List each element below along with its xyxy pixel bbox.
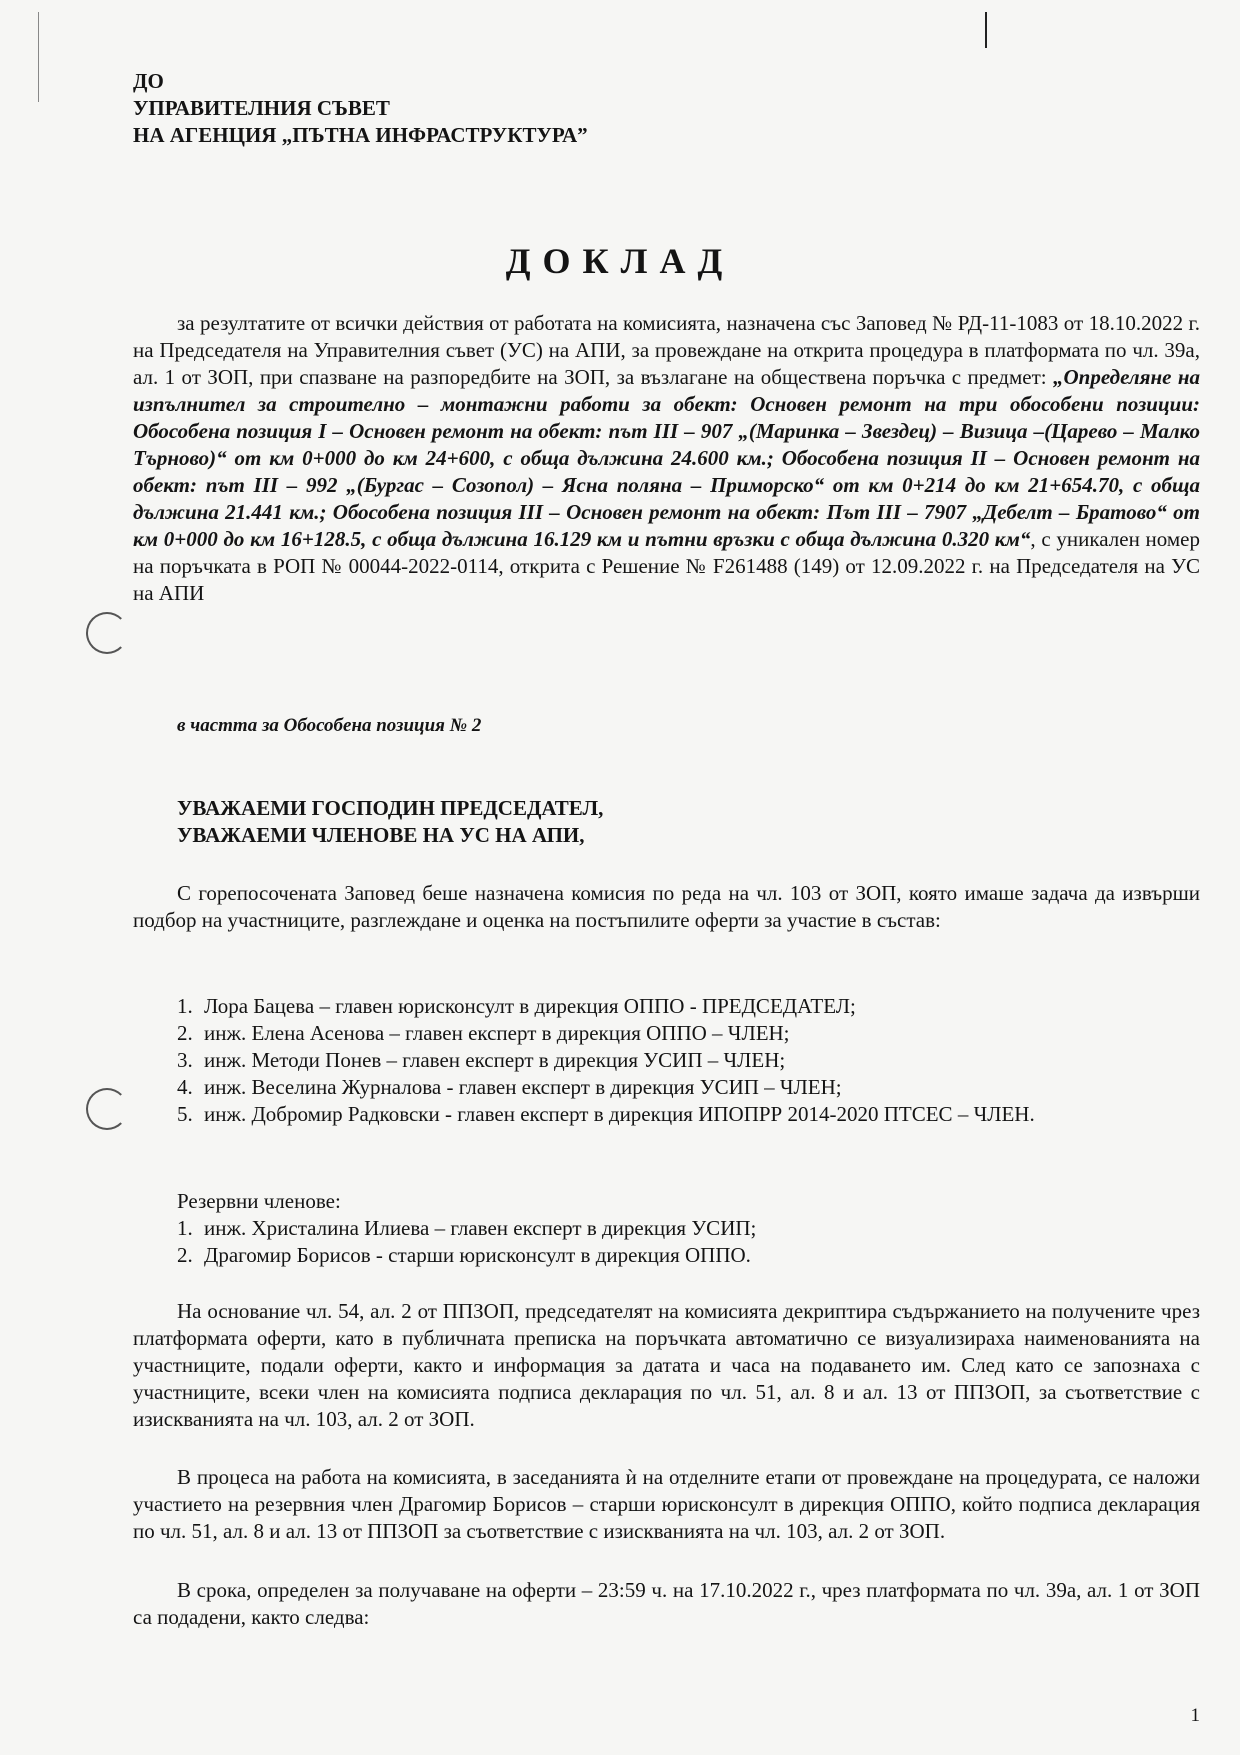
decryption-paragraph: На основание чл. 54, ал. 2 от ППЗОП, председателят на комисията декриптира съдържанието на получените чрез платформата оферти, като в публичната преписка на поръчката автоматично се визуализираха наименованията на участниците, подали оферти, както и информация за датата и часа на подаването им. След като се запознаха с участниците, всеки член на комисията подписа декларация по чл. 51, ал. 8 и ал. 13 от ППЗОП, за съответствие с изискванията на чл. 103, ал. 2 от ЗОП. bbox=[133, 1299, 1200, 1431]
greeting-line-1: УВАЖАЕМИ ГОСПОДИН ПРЕДСЕДАТЕЛ, bbox=[177, 796, 604, 820]
list-item: 5. инж. Добромир Радковски - главен експерт в дирекция ИПОПРР 2014-2020 ПТСЕС – ЧЛЕН. bbox=[177, 1102, 1035, 1126]
scan-mark-left bbox=[38, 12, 39, 102]
reserve-heading: Резервни членове: bbox=[177, 1189, 341, 1213]
intro-text-2: , с уникален номер на поръчката в РОП № 00044-2022-0114, открита с Решение № F261488 (149) от 12.09.2022 г. на Председателя на УС на АПИ bbox=[133, 527, 1200, 605]
list-item: 2. Драгомир Борисов - старши юрисконсулт в дирекция ОППО. bbox=[177, 1243, 751, 1267]
procurement-subject: „Определяне на изпълнител за строително – монтажни работи за обект: Основен ремонт на три обособени позиции: Обособена позиция I – Основен ремонт на обект: път III – 907 „(Маринка – Звездец) – Визица –(Царево – Малко Търново)“ от км 0+000 до км 24+600, с обща дължина 24.600 км.; Обособена позиция II – Основен ремонт на обект: път III – 992 „(Бургас – Созопол) – Ясна поляна – Приморско“ от км 0+214 до км 21+654.70, с обща дължина 21.441 км.; Обособена позиция III – Основен ремонт на обект: Път III – 7907 „Дебелт – Братово“ от км 0+000 до км 16+128.5, с обща дължина 16.129 км и пътни връзки с обща дължина 0.320 км“ bbox=[133, 365, 1201, 551]
list-item: 2. инж. Елена Асенова – главен експерт в дирекция ОППО – ЧЛЕН; bbox=[177, 1021, 790, 1045]
commission-paragraph: С горепосочената Заповед беше назначена комисия по реда на чл. 103 от ЗОП, която имаше задача да извърши подбор на участниците, разглеждане и оценка на постъпилите оферти за участие в състав: bbox=[133, 881, 1200, 932]
list-item: 4. инж. Веселина Журналова - главен експерт в дирекция УСИП – ЧЛЕН; bbox=[177, 1075, 842, 1099]
intro-paragraph bbox=[133, 310, 1200, 607]
reserve-member-paragraph: В процеса на работа на комисията, в заседанията ѝ на отделните етапи от провеждане на процедурата, се наложи участието на резервния член Драгомир Борисов – старши юрисконсулт в дирекция ОППО, който подписа декларация по чл. 51, ал. 8 и ал. 13 от ППЗОП за съответствие с изискванията на чл. 103, ал. 2 от ЗОП. bbox=[133, 1465, 1200, 1543]
list-item: 3. инж. Методи Понев – главен експерт в дирекция УСИП – ЧЛЕН; bbox=[177, 1048, 786, 1072]
list-item: 1. инж. Христалина Илиева – главен експерт в дирекция УСИП; bbox=[177, 1216, 757, 1240]
lot-reference: в частта за Обособена позиция № 2 bbox=[177, 715, 482, 736]
intro-text-1: за резултатите от всички действия от работата на комисията, назначена със Заповед № РД-11-1083 от 18.10.2022 г. на Председателя на Управителния съвет (УС) на АПИ, за провеждане на открита процедура в платформата по чл. 39а, ал. 1 от ЗОП, при спазване на разпоредбите на ЗОП, за възлагане на обществена поръчка с предмет: bbox=[133, 311, 1200, 389]
scan-mark-top bbox=[985, 12, 987, 48]
page-number: 1 bbox=[1190, 1705, 1200, 1726]
members-list bbox=[133, 993, 1200, 1128]
punch-hole-mark-2 bbox=[86, 1088, 128, 1130]
addressee-line-2: УПРАВИТЕЛНИЯ СЪВЕТ bbox=[133, 96, 390, 120]
deadline-paragraph: В срока, определен за получаване на оферти – 23:59 ч. на 17.10.2022 г., чрез платформата по чл. 39а, ал. 1 от ЗОП са подадени, както следва: bbox=[133, 1578, 1200, 1629]
addressee-line-3: НА АГЕНЦИЯ „ПЪТНА ИНФРАСТРУКТУРА” bbox=[133, 123, 588, 147]
document-title: ДОКЛАД bbox=[505, 241, 735, 281]
greeting bbox=[177, 795, 603, 849]
greeting-line-2: УВАЖАЕМИ ЧЛЕНОВЕ НА УС НА АПИ, bbox=[177, 823, 585, 847]
list-item: 1. Лора Бацева – главен юрисконсулт в дирекция ОППО - ПРЕДСЕДАТЕЛ; bbox=[177, 994, 856, 1018]
addressee-block bbox=[133, 68, 588, 149]
addressee-line-1: ДО bbox=[133, 69, 164, 93]
punch-hole-mark-1 bbox=[86, 612, 128, 654]
reserve-members bbox=[133, 1188, 1200, 1269]
